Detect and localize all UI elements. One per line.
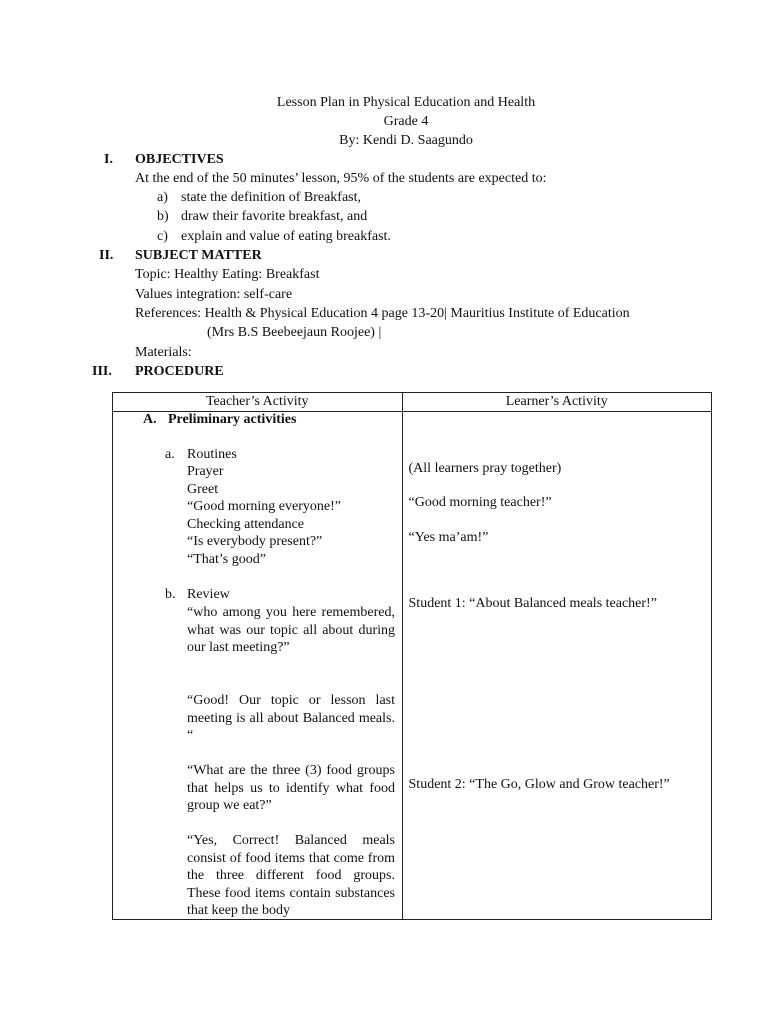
procedure-numeral: III. [92,364,112,379]
teacher-activity-header: Teacher’s Activity [113,393,403,412]
procedure-table [112,392,712,920]
objective-marker: c) [157,229,168,244]
learner-activity-cell [402,412,711,920]
learner-response: (All learners pray together) [408,461,562,476]
section-a-marker: A. [143,412,157,427]
routine-line: Greet [187,482,219,497]
review-marker: b. [165,587,176,602]
learner-response: “Good morning teacher!” [408,495,552,510]
materials-line: Materials: [135,345,192,360]
objective-marker: b) [157,209,169,224]
section-a-title: Preliminary activities [168,412,297,427]
objective-item: state the definition of Breakfast, [181,190,361,205]
routines-marker: a. [165,447,175,462]
objective-marker: a) [157,190,168,205]
teacher-activity-cell [113,412,403,920]
routine-line: Routines [187,447,237,462]
routine-line: “That’s good” [187,552,266,567]
objectives-heading: OBJECTIVES [135,152,224,167]
routine-line: “Is everybody present?” [187,534,323,549]
document-title: Lesson Plan in Physical Education and Health [276,95,536,110]
objective-item: explain and value of eating breakfast. [181,229,391,244]
references-continued: (Mrs B.S Beebeejaun Roojee) | [207,325,382,340]
learner-response: “Yes ma’am!” [408,530,489,545]
routine-line: Prayer [187,464,224,479]
review-label: Review [187,587,230,602]
table-row [113,412,712,920]
values-line: Values integration: self-care [135,287,293,302]
table-header-row [113,393,712,412]
review-paragraph: “What are the three (3) food groups that helps us to identify what food group we eat?” [187,763,395,814]
learner-response: Student 2: “The Go, Glow and Grow teacher!” [408,777,670,792]
review-paragraph: “Good! Our topic or lesson last meeting is all about Balanced meals. “ [187,693,395,744]
topic-line: Topic: Healthy Eating: Breakfast [135,267,320,282]
objectives-intro: At the end of the 50 minutes’ lesson, 95% of the students are expected to: [135,171,547,186]
learner-activity-header: Learner’s Activity [402,393,711,412]
references-line: References: Health & Physical Education 4 page 13-20| Mauritius Institute of Education [135,306,630,321]
grade-line: Grade 4 [383,114,429,129]
subject-matter-heading: SUBJECT MATTER [135,248,262,263]
routine-line: Checking attendance [187,517,305,532]
learner-response: Student 1: “About Balanced meals teacher!” [408,596,657,611]
review-paragraph: “Yes, Correct! Balanced meals consist of food items that come from the three different food groups. These food items contain substances that keep the body [187,833,395,919]
review-paragraph: “who among you here remembered, what was our topic all about during our last meeting?” [187,605,395,656]
routine-line: “Good morning everyone!” [187,499,341,514]
objective-item: draw their favorite breakfast, and [181,209,368,224]
procedure-heading: PROCEDURE [135,364,224,379]
objectives-numeral: I. [104,152,113,167]
subject-matter-numeral: II. [99,248,114,263]
author-line: By: Kendi D. Saagundo [339,133,473,148]
